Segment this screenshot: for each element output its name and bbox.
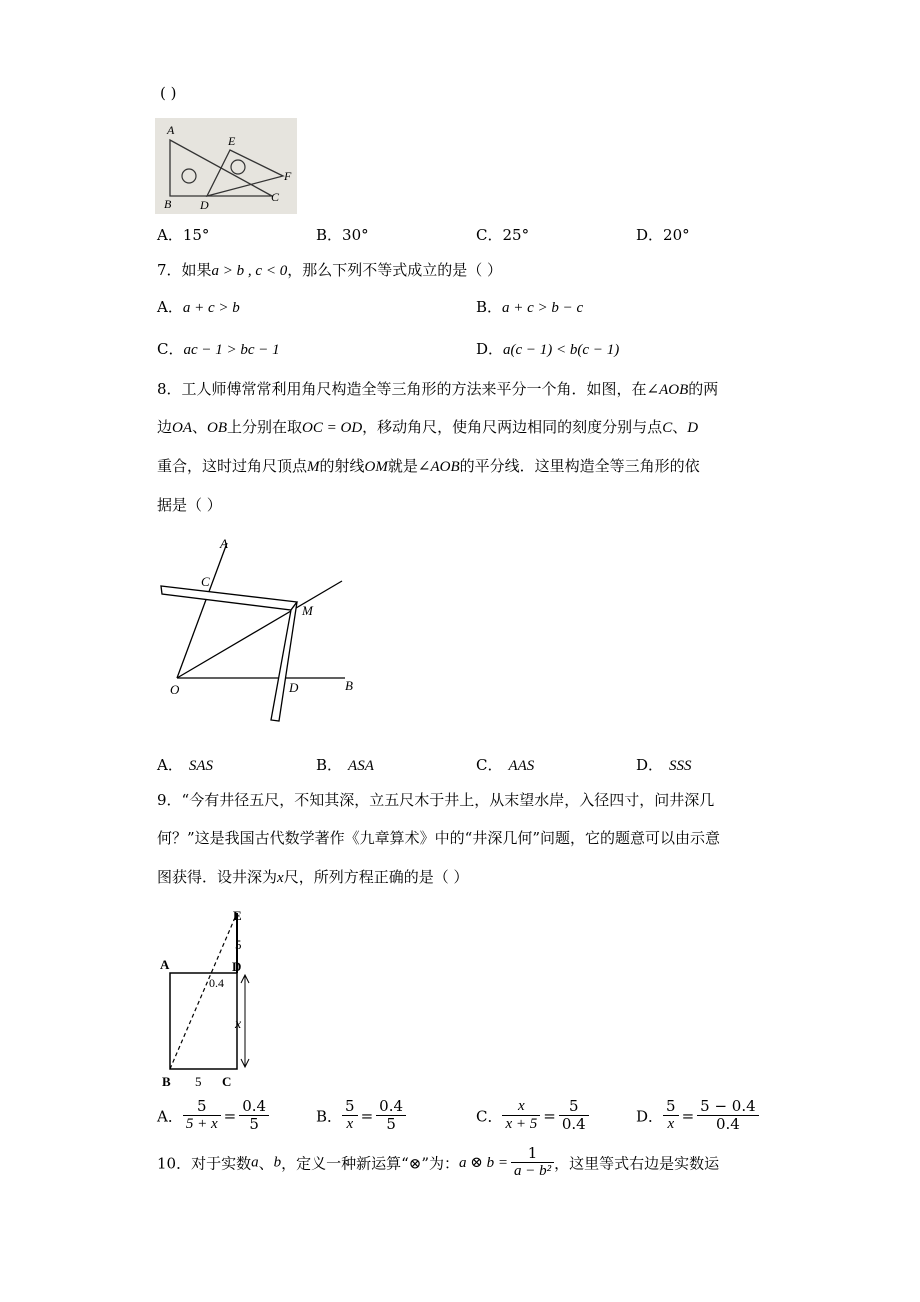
numerator: 5 bbox=[663, 1098, 679, 1116]
numerator: 0.4 bbox=[239, 1098, 269, 1116]
q8-label-m: M bbox=[302, 603, 313, 618]
q8-text: 8．工人师傅常常利用角尺构造全等三角形的方法来平分一个角．如图，在 bbox=[157, 380, 647, 398]
q7-condition: a > b , c < 0 bbox=[211, 263, 288, 279]
q7-option-b-label: B． bbox=[476, 298, 503, 316]
q7-option-c-label: C． bbox=[157, 340, 184, 358]
q8-line-2 bbox=[157, 416, 698, 437]
numerator: 5 bbox=[342, 1098, 358, 1116]
q9-well-rect bbox=[170, 973, 237, 1069]
q9-option-label: D． bbox=[636, 1107, 664, 1126]
q8-line-1 bbox=[157, 378, 718, 399]
q9-label-04: 0.4 bbox=[209, 976, 224, 990]
denominator: 5 bbox=[249, 1115, 259, 1134]
q8-text: 、 bbox=[192, 418, 208, 436]
q8-text: 、 bbox=[672, 418, 688, 436]
q9-text: 图获得．设井深为 bbox=[157, 868, 278, 886]
numerator: x bbox=[502, 1098, 540, 1116]
q9-option-b-left-fraction bbox=[342, 1098, 358, 1134]
q10-fraction bbox=[511, 1145, 554, 1181]
q9-label-c: C bbox=[222, 1074, 232, 1089]
denominator: a − b² bbox=[513, 1163, 552, 1180]
q9-option-c: C． $\frac{x}{x + 5}$ = $\frac{5}{0.4}$ bbox=[476, 1098, 589, 1134]
q6-figure bbox=[155, 118, 297, 214]
q9-line-2: 何？”这是我国古代数学著作《九章算术》中的“井深几何”问题，它的题意可以由示意 bbox=[157, 829, 721, 847]
q9-math: x bbox=[277, 870, 284, 886]
q8-math: C bbox=[662, 420, 673, 436]
numerator: 5 − 0.4 bbox=[697, 1098, 759, 1116]
q9-label-b: B bbox=[162, 1074, 171, 1089]
q8-ray-oa bbox=[177, 543, 227, 678]
q7-number: 7．如果 bbox=[157, 261, 212, 279]
q6-label-f: F bbox=[284, 169, 292, 183]
denominator: x bbox=[346, 1116, 354, 1133]
q8-text: 的两 bbox=[688, 380, 719, 398]
q8-math: OB bbox=[207, 420, 228, 436]
q9-option-label: C． bbox=[476, 1107, 503, 1126]
q8-text: 的平分线．这里构造全等三角形的依 bbox=[459, 457, 700, 475]
q6-option-c: C．25° bbox=[476, 226, 530, 244]
q9-option-b-right-fraction bbox=[376, 1098, 406, 1134]
q8-square-arm-1 bbox=[161, 586, 297, 610]
q8-text: 上分别在取 bbox=[227, 418, 303, 436]
q8-text: 重合，这时过角尺顶点 bbox=[157, 457, 308, 475]
q8-option-c bbox=[476, 754, 534, 775]
q8-math: ∠AOB bbox=[646, 382, 689, 398]
q8-option-value: SAS bbox=[188, 758, 214, 774]
q8-line-3 bbox=[157, 455, 700, 476]
q10-math: a bbox=[251, 1154, 259, 1171]
denominator: 5 bbox=[386, 1115, 396, 1134]
q8-option-label: C． bbox=[476, 756, 503, 774]
q8-option-value: AAS bbox=[508, 758, 535, 774]
q9-figure bbox=[155, 905, 275, 1095]
q8-option-label: B． bbox=[316, 756, 343, 774]
q8-text: ，移动角尺，使角尺两边相同的刻度分别与点 bbox=[362, 418, 663, 436]
q9-label-a: A bbox=[160, 957, 170, 972]
q7-option-a-label: A． bbox=[157, 298, 183, 316]
q7-option-c-expr: ac − 1 > bc − 1 bbox=[183, 342, 280, 358]
q7-option-a-expr: a + c > b bbox=[182, 300, 240, 316]
q9-label-5-top: 5 bbox=[235, 937, 242, 952]
q8-label-b: B bbox=[345, 678, 353, 693]
q8-math: M bbox=[307, 459, 320, 475]
q8-label-d: D bbox=[289, 680, 299, 695]
q7-option-c bbox=[157, 338, 280, 359]
q7-stem-rest: ，那么下列不等式成立的是（ ） bbox=[287, 261, 502, 279]
numerator: 5 bbox=[559, 1098, 589, 1116]
q9-option-b: B． $\frac{5}{x}$ = $\frac{0.4}{5}$ bbox=[316, 1098, 406, 1134]
q8-text: 边 bbox=[157, 418, 173, 436]
q8-label-a: A bbox=[220, 536, 228, 551]
q8-math: D bbox=[687, 420, 699, 436]
q10-text: ，这里等式右边是实数运 bbox=[554, 1154, 720, 1173]
q6-label-d: D bbox=[200, 198, 209, 212]
numerator: 5 bbox=[183, 1098, 221, 1116]
q10-text: 、 bbox=[258, 1154, 274, 1173]
denominator: 0.4 bbox=[561, 1115, 586, 1134]
q8-math: OA bbox=[172, 420, 193, 436]
q8-option-label: D． bbox=[636, 756, 664, 774]
q8-math: OC = OD bbox=[302, 420, 363, 436]
q8-option-value: SSS bbox=[669, 758, 692, 774]
q8-line-4: 据是（ ） bbox=[157, 496, 222, 514]
q6-label-a: A bbox=[167, 123, 175, 137]
denominator: 5 + x bbox=[185, 1116, 218, 1133]
q9-label-5-bottom: 5 bbox=[195, 1074, 202, 1089]
q9-label-e: E bbox=[233, 908, 242, 923]
q6-option-a: A．15° bbox=[157, 226, 210, 244]
q6-label-e: E bbox=[228, 134, 236, 148]
q9-option-label: B． bbox=[316, 1107, 343, 1126]
q9-option-c-left-fraction bbox=[502, 1098, 540, 1134]
q9-option-d-left-fraction bbox=[663, 1098, 679, 1134]
q8-text: 的射线 bbox=[319, 457, 365, 475]
q6-label-b: B bbox=[164, 197, 172, 211]
denominator: x + 5 bbox=[505, 1116, 538, 1133]
q10-text: ，定义一种新运算“⊗”为： bbox=[281, 1154, 460, 1173]
q8-option-label: A． bbox=[157, 756, 183, 774]
q7-option-d-label: D． bbox=[476, 340, 504, 358]
q8-label-o: O bbox=[170, 682, 180, 697]
q9-line-3 bbox=[157, 866, 468, 887]
q9-label-d: D bbox=[232, 959, 242, 974]
q7-stem bbox=[157, 259, 502, 280]
q6-option-b: B．30° bbox=[316, 226, 369, 244]
q6-label-c: C bbox=[271, 190, 280, 204]
q9-option-d-right-fraction bbox=[697, 1098, 759, 1134]
numerator: 1 bbox=[511, 1145, 554, 1163]
q9-option-c-right-fraction bbox=[559, 1098, 589, 1134]
q10-text: 10．对于实数 bbox=[157, 1154, 252, 1173]
q8-figure bbox=[155, 535, 370, 730]
q9-text: 尺，所列方程正确的是（ ） bbox=[283, 868, 469, 886]
q9-option-a: A． $\frac{5}{5 + x}$ = $\frac{0.4}{5}$ bbox=[157, 1098, 269, 1134]
q8-option-d bbox=[636, 754, 692, 775]
q7-option-b bbox=[476, 296, 583, 317]
q7-option-a bbox=[157, 296, 240, 317]
q8-option-b bbox=[316, 754, 374, 775]
q10-math: b bbox=[273, 1154, 282, 1171]
q8-math: OM bbox=[364, 459, 388, 475]
denominator: x bbox=[667, 1116, 675, 1133]
q8-text: 就是 bbox=[387, 457, 418, 475]
q9-sight-line bbox=[170, 913, 237, 1069]
q8-math: ∠AOB bbox=[417, 459, 460, 475]
q9-line-1: 9．“今有井径五尺，不知其深，立五尺木于井上，从末望水岸，入径四寸，问井深几 bbox=[157, 791, 715, 809]
q9-option-a-right-fraction bbox=[239, 1098, 269, 1134]
q7-option-d-expr: a(c − 1) < b(c − 1) bbox=[503, 342, 620, 358]
q9-option-label: A． bbox=[157, 1107, 183, 1126]
q6-option-d: D．20° bbox=[636, 226, 690, 244]
q8-option-a bbox=[157, 754, 213, 775]
q9-option-d: D． $\frac{5}{x}$ = $\frac{5 - 0.4}{0.4}$ bbox=[636, 1098, 759, 1134]
q8-option-value: ASA bbox=[348, 758, 374, 774]
q9-option-a-left-fraction bbox=[183, 1098, 221, 1134]
q8-label-c: C bbox=[201, 574, 210, 589]
q10-line-1 bbox=[157, 1145, 719, 1181]
numerator: 0.4 bbox=[376, 1098, 406, 1116]
q9-label-x: x bbox=[235, 1017, 242, 1032]
q7-option-b-expr: a + c > b − c bbox=[502, 300, 584, 316]
denominator: 0.4 bbox=[715, 1115, 740, 1134]
q7-option-d bbox=[476, 338, 619, 359]
q6-answer-paren: ( ) bbox=[160, 84, 177, 102]
q10-math: a ⊗ b = bbox=[459, 1155, 508, 1172]
